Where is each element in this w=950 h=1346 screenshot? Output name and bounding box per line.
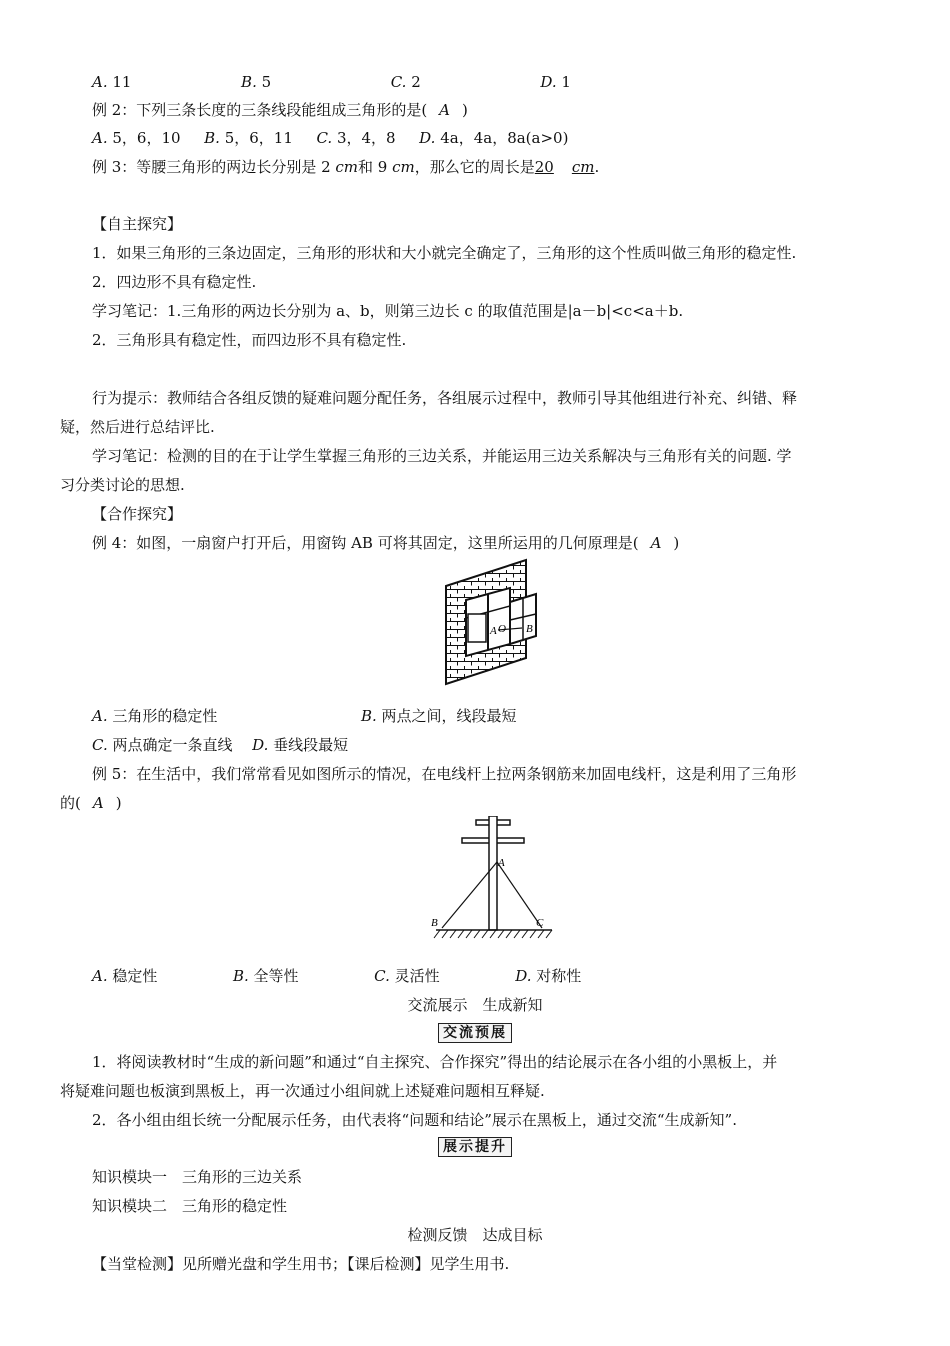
example-5-question-line-2 <box>60 793 122 813</box>
option-a-value: 11 <box>112 73 132 91</box>
example-4-question <box>92 533 679 553</box>
option-b-value: 全等性 <box>253 967 299 985</box>
feedback-line: 【当堂检测】见所赠光盘和学生用书；【课后检测】见学生用书. <box>92 1255 510 1273</box>
box-title-exchange <box>0 1022 950 1043</box>
option-d-value: 垂线段最短 <box>273 736 349 754</box>
example-4-options-row-1 <box>92 706 517 726</box>
option-a-label: A. <box>92 73 108 91</box>
option-a-value: 三角形的稳定性 <box>112 707 218 725</box>
study-note-1 <box>92 301 683 321</box>
behavior-hint-line-2: 疑，然后进行总结评比. <box>60 418 215 436</box>
example-2-question <box>92 100 468 120</box>
option-a-value: 稳定性 <box>112 967 158 985</box>
option-c-label: C. <box>92 736 108 754</box>
label-c: C <box>536 917 544 929</box>
option-c-value: 灵活性 <box>394 967 440 985</box>
knowledge-module-2: 知识模块二 三角形的稳定性 <box>92 1197 288 1215</box>
box-label-display: 展示提升 <box>438 1137 512 1157</box>
option-a-value: 5，6，10 <box>112 129 181 147</box>
label-o: O <box>498 623 506 635</box>
note-text: 1.三角形的两边长分别为 a、b，则第三边长 c 的取值范围是|a－b|<c<a＋b. <box>167 302 684 320</box>
section-heading-coop: 【合作探究】 <box>92 505 183 523</box>
option-b-label: B. <box>241 73 257 91</box>
option-d-value: 对称性 <box>536 967 582 985</box>
example-4-options-row-2 <box>92 735 348 755</box>
pole <box>489 816 497 930</box>
option-b-label: B. <box>232 967 249 985</box>
example-5-answer: A <box>92 794 104 812</box>
knowledge-module-1: 知识模块一 三角形的三边关系 <box>92 1168 303 1186</box>
section-heading-self: 【自主探究】 <box>92 215 183 233</box>
label-b: B <box>431 917 438 929</box>
option-b-value: 5，6，11 <box>224 129 293 147</box>
option-c-value: 2 <box>411 73 421 91</box>
exchange-point-1-line-1: 1．将阅读教材时“生成的新问题”和通过“自主探究、合作探究”得出的结论展示在各小组的小黑板上，并 <box>92 1053 778 1071</box>
self-point-1: 1．如果三角形的三条边固定，三角形的形状和大小就完全确定了，三角形的这个性质叫做三角形的稳定性. <box>92 244 797 262</box>
example-3-text-mid: 和 9 <box>358 158 388 176</box>
example-4-answer: A <box>650 534 662 552</box>
option-d-label: D. <box>419 129 436 147</box>
option-a-label: A. <box>92 129 108 147</box>
section-title-feedback: 检测反馈 达成目标 <box>407 1226 543 1244</box>
unit-cm: cm <box>392 158 415 176</box>
study-note-2: 2．三角形具有稳定性，而四边形不具有稳定性. <box>92 331 407 349</box>
option-d-value: 4a，4a，8a(a>0) <box>440 129 569 147</box>
paren-close: ) <box>673 534 680 552</box>
box-label-exchange: 交流预展 <box>438 1023 512 1043</box>
period: . <box>594 158 600 176</box>
section-title-exchange: 交流展示 生成新知 <box>407 996 543 1014</box>
example-3-question <box>92 157 599 177</box>
example-3-answer: 20 <box>534 158 554 176</box>
unit-cm: cm <box>571 158 595 176</box>
behavior-note-line-2: 习分类讨论的思想. <box>60 476 185 494</box>
example-2-answer: A <box>439 101 451 119</box>
option-a-label: A. <box>92 707 108 725</box>
option-b-value: 两点之间，线段最短 <box>381 707 517 725</box>
window-pane-left <box>468 614 486 642</box>
option-c-label: C. <box>374 967 390 985</box>
behavior-hint-line-1: 行为提示：教师结合各组反馈的疑难问题分配任务，各组展示过程中，教师引导其他组进行补充、纠错、释 <box>92 389 798 407</box>
option-c-value: 3，4，8 <box>336 129 396 147</box>
example-3-text-pre: 例 3：等腰三角形的两边长分别是 2 <box>92 158 331 176</box>
prev-options <box>92 72 571 92</box>
pole-figure <box>428 816 558 946</box>
option-d-label: D. <box>540 73 557 91</box>
option-b-label: B. <box>204 129 220 147</box>
option-c-label: C. <box>316 129 333 147</box>
label-a: A <box>498 857 505 869</box>
paren-close: ) <box>462 101 468 119</box>
example-3-text-post: ，那么它的周长是 <box>414 158 535 176</box>
box-title-display <box>0 1136 950 1157</box>
behavior-note-line-1: 学习笔记：检测的目的在于让学生掌握三角形的三边关系，并能运用三边关系解决与三角形有关的问题. 学 <box>92 447 792 465</box>
exchange-point-1-line-2: 将疑难问题也板演到黑板上，再一次通过小组间就上述疑难问题相互释疑. <box>60 1082 545 1100</box>
example-5-text: 的( <box>60 794 81 812</box>
label-a: A <box>490 625 497 637</box>
self-point-2: 2．四边形不具有稳定性. <box>92 273 257 291</box>
option-b-label: B. <box>360 707 377 725</box>
option-b-value: 5 <box>261 73 272 91</box>
example-4-text: 例 4：如图，一扇窗户打开后，用窗钩 AB 可将其固定，这里所运用的几何原理是( <box>92 534 639 552</box>
example-2-text: 例 2：下列三条长度的三条线段能组成三角形的是( <box>92 101 428 119</box>
unit-cm: cm <box>335 158 359 176</box>
option-a-label: A. <box>92 967 108 985</box>
exchange-point-2: 2．各小组由组长统一分配展示任务，由代表将“问题和结论”展示在黑板上，通过交流“生成新知”. <box>92 1111 737 1129</box>
option-d-label: D. <box>252 736 269 754</box>
example-5-options <box>92 966 581 986</box>
option-c-value: 两点确定一条直线 <box>112 736 233 754</box>
option-d-value: 1 <box>561 73 571 91</box>
example-5-question-line-1: 例 5：在生活中，我们常常看见如图所示的情况，在电线杆上拉两条钢筋来加固电线杆，这是利用了三角形 <box>92 765 797 783</box>
window-figure <box>440 558 550 688</box>
option-c-label: C. <box>390 73 407 91</box>
example-2-options <box>92 128 568 148</box>
option-d-label: D. <box>515 967 532 985</box>
paren-close: ) <box>115 794 122 812</box>
note-label: 学习笔记： <box>92 302 168 320</box>
label-b: B <box>526 623 533 635</box>
